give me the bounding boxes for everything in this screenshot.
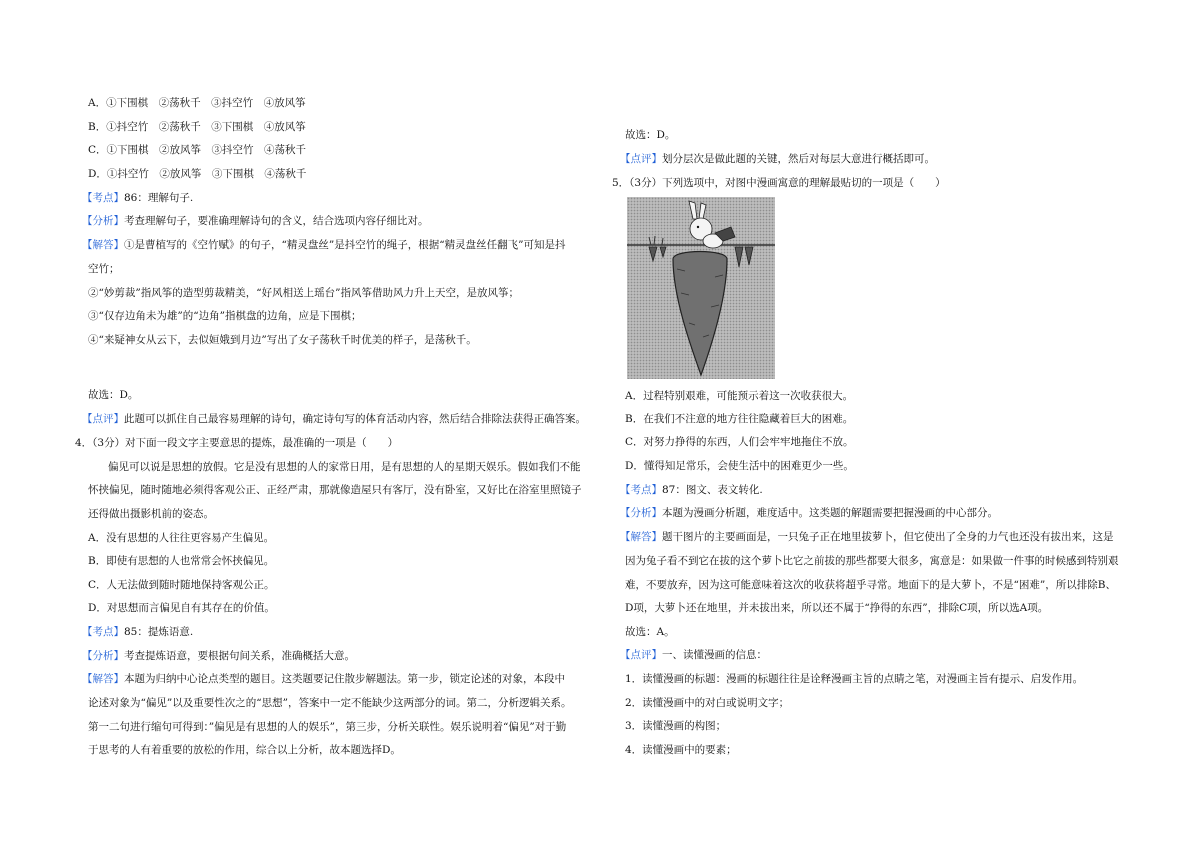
- fenxi-text: 本题为漫画分析题，难度适中。这类题的解题需要把握漫画的中心部分。: [662, 507, 998, 519]
- q3-kaodian: [82, 191, 193, 205]
- rabbit-ear: [699, 203, 706, 219]
- q5-option-b: B．在我们不注意的地方往往隐藏着巨大的困难。: [625, 413, 854, 425]
- dianping-text: 一、读懂漫画的信息：: [662, 649, 767, 661]
- q5-dianping-item4: 4．读懂漫画中的要素；: [625, 744, 737, 756]
- rabbit-ear: [689, 201, 697, 219]
- dianping-tag: 【点评】: [620, 153, 662, 165]
- q4-stem: 4．（3分）对下面一段文字主要意思的提炼，最准确的一项是（ ）: [75, 437, 399, 449]
- q5-fenxi: [620, 506, 998, 520]
- q5-jieda: [620, 530, 1114, 544]
- q3-dianping: [82, 412, 586, 426]
- dianping-text: 此题可以抓住自己最容易理解的诗句，确定诗句写的体育活动内容，然后结合排除法获得正确答案。: [124, 413, 586, 425]
- q4-option-a: A．没有思想的人往往更容易产生偏见。: [88, 532, 275, 544]
- fenxi-text: 考查理解句子，要准确理解诗句的含义，结合选项内容仔细比对。: [124, 215, 429, 227]
- q3-answer: 故选：D。: [88, 389, 139, 401]
- kaodian-tag: 【考点】: [82, 626, 124, 638]
- jieda-tag: 【解答】: [620, 531, 662, 543]
- q3-jieda: [82, 238, 565, 252]
- kaodian-text: 85：提炼语意.: [124, 626, 194, 638]
- q5-option-d: D．懂得知足常乐，会使生活中的困难更少一些。: [625, 460, 854, 472]
- jieda-text: 题干图片的主要画面是，一只兔子正在地里拔萝卜，但它使出了全身的力气也还没有拔出来，这是: [662, 531, 1114, 543]
- dianping-tag: 【点评】: [620, 649, 662, 661]
- kaodian-tag: 【考点】: [82, 192, 124, 204]
- q4-option-d: D．对思想而言偏见自有其存在的价值。: [88, 602, 275, 614]
- rabbit-eye: [697, 226, 699, 228]
- q5-option-a: A．过程特别艰难，可能预示着这一次收获很大。: [625, 390, 854, 402]
- q4-jieda-line4: 于思考的人有着重要的放松的作用，综合以上分析，故本题选择D。: [88, 744, 401, 756]
- kaodian-tag: 【考点】: [620, 484, 662, 496]
- small-carrot: [660, 247, 666, 257]
- q5-jieda-line4: D项，大萝卜还在地里，并未拔出来，所以还不属于“挣得的东西”，排除C项，所以选A项。: [625, 602, 1049, 614]
- q4-jieda-line2: 论述对象为“偏见”以及重要性次之的“思想”，答案中一定不能缺少这两部分的词。第二，分析逻辑关系。: [88, 697, 572, 709]
- fenxi-tag: 【分析】: [82, 215, 124, 227]
- small-carrot: [735, 247, 743, 267]
- q4-kaodian: [82, 625, 193, 639]
- small-carrot: [745, 247, 753, 265]
- carrot-leaves: [649, 236, 663, 245]
- q4-option-c: C．人无法做到随时随地保持客观公正。: [88, 579, 275, 591]
- small-carrot: [649, 247, 657, 261]
- q4-passage-line1: 偏见可以说是思想的放假。它是没有思想的人的家常日用，是有思想的人的星期天娱乐。假如我们不能: [108, 461, 581, 473]
- q3-jieda-line2: 空竹；: [88, 263, 120, 275]
- q5-answer: 故选：A。: [625, 626, 675, 638]
- q4-option-b: B．即使有思想的人也常常会怀挟偏见。: [88, 555, 275, 567]
- q4-jieda-line3: 第一二句进行缩句可得到：”偏见是有思想的人的娱乐”，第三步，分析关联性。娱乐说明着“偏见”对于勤: [88, 721, 567, 733]
- jieda-text: ①是曹植写的《空竹赋》的句子，“精灵盘丝”是抖空竹的绳子，根据“精灵盘丝任翻飞”可知是抖: [124, 239, 566, 251]
- carrot-cartoon-image: [627, 197, 775, 379]
- q3-option-c: C．①下围棋 ②放风筝 ③抖空竹 ④荡秋千: [88, 144, 307, 156]
- q4-passage-line3: 还得做出摄影机前的姿态。: [88, 508, 214, 520]
- q5-dianping-item1: 1．读懂漫画的标题：漫画的标题往往是诠释漫画主旨的点睛之笔，对漫画主旨有提示、启发作用。: [625, 673, 1084, 685]
- carrot-rabbit-illustration: [627, 197, 775, 379]
- dianping-text: 划分层次是做此题的关键，然后对每层大意进行概括即可。: [662, 153, 935, 165]
- q5-option-c: C．对努力挣得的东西，人们会牢牢地拖住不放。: [625, 436, 854, 448]
- q4-passage-line2: 怀挟偏见，随时随地必须得客观公正、正经严肃，那就像造屋只有客厅，没有卧室，又好比在浴室里照镜子: [88, 484, 582, 496]
- kaodian-text: 86：理解句子.: [124, 192, 194, 204]
- q3-fenxi: [82, 214, 429, 228]
- q4-fenxi: [82, 649, 355, 663]
- jieda-text: 本题为归纳中心论点类型的题目。这类题要记住散步解题法。第一步，锁定论述的对象，本段中: [124, 673, 565, 685]
- q3-option-d: D．①抖空竹 ②放风筝 ③下围棋 ④荡秋千: [88, 168, 307, 180]
- q5-jieda-line2: 因为兔子看不到它在拔的这个萝卜比它之前拔的那些都要大很多，寓意是：如果做一件事的时候感到特别艰: [625, 555, 1119, 567]
- q4-dianping: [620, 152, 935, 166]
- q3-jieda-line5: ④“来疑神女从云下，去似姮娥到月边”写出了女子荡秋千时优美的样子，是荡秋千。: [88, 334, 477, 346]
- fenxi-tag: 【分析】: [82, 650, 124, 662]
- jieda-tag: 【解答】: [82, 239, 124, 251]
- q5-stem: 5．（3分）下列选项中，对图中漫画寓意的理解最贴切的一项是（ ）: [612, 177, 946, 189]
- q5-kaodian: [620, 483, 763, 497]
- q3-jieda-line4: ③“仅存边角未为雄”的“边角”指棋盘的边角，应是下围棋；: [88, 310, 362, 322]
- q3-option-b: B．①抖空竹 ②荡秋千 ③下围棋 ④放风筝: [88, 121, 306, 133]
- q5-jieda-line3: 难，不要放弃，因为这可能意味着这次的收获将超乎寻常。地面下的是大萝卜，不是“困难”，所以排除B、: [625, 579, 1116, 591]
- q3-option-a: A．①下围棋 ②荡秋千 ③抖空竹 ④放风筝: [88, 97, 306, 109]
- q5-dianping-item3: 3．读懂漫画的构图；: [625, 720, 727, 732]
- q4-jieda: [82, 672, 565, 686]
- q5-dianping: [620, 648, 767, 662]
- q5-dianping-item2: 2．读懂漫画中的对白或说明文字；: [625, 697, 790, 709]
- fenxi-tag: 【分析】: [620, 507, 662, 519]
- kaodian-text: 87：图文、表文转化.: [662, 484, 763, 496]
- dianping-tag: 【点评】: [82, 413, 124, 425]
- jieda-tag: 【解答】: [82, 673, 124, 685]
- q3-jieda-line3: ②“妙剪裁”指风筝的造型剪裁精美，“好风相送上瑶台”指风筝借助风力升上天空，是放风筝；: [88, 287, 519, 299]
- fenxi-text: 考查提炼语意，要根据句间关系，准确概括大意。: [124, 650, 355, 662]
- q4-answer: 故选：D。: [625, 129, 676, 141]
